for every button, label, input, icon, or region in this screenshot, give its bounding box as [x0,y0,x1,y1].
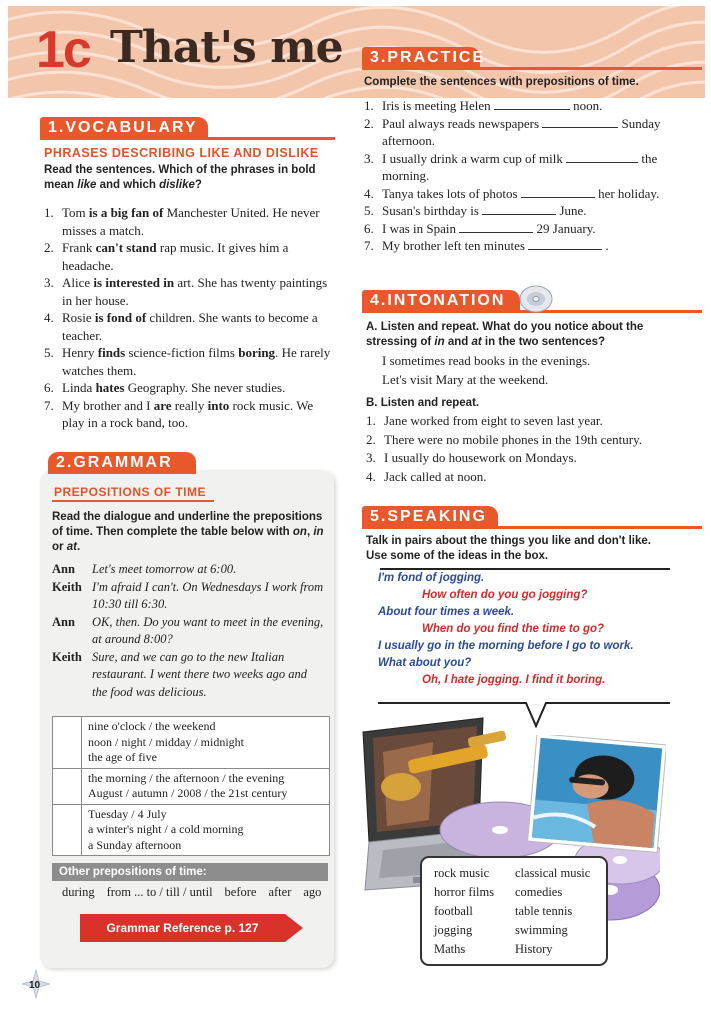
speech-line: Oh, I hate jogging. I find it boring. [422,674,606,686]
text-fragment: Manchester United. He never misses a match. [62,205,320,238]
speech-line: I'm fond of jogging. [378,572,485,584]
speaker-text: Let's meet tomorrow at 6:00. [92,562,237,576]
practice-item [364,115,684,150]
sentence-start: Tanya takes lots of photos [382,185,518,201]
speaker-text: OK, then. Do you want to meet in the evening, at around 8:00? [92,614,324,646]
vocabulary-banner: 1.VOCABULARY [40,117,208,139]
intonation-item [366,449,686,468]
table-cell-line: the morning / the afternoon / the evening [88,770,285,785]
sentence-start: My brother left ten minutes [382,238,525,253]
intonation-sentence: I usually do housework on Mondays. [384,450,577,465]
sentence-start: Susan's birthday is [382,203,479,218]
page-number: 10 [29,980,41,991]
text-fragment: Tom [62,205,89,220]
table-row [53,768,329,804]
answer-blank[interactable] [542,116,618,128]
bold-phrase: hates [95,380,125,395]
vocabulary-subhead: PHRASES DESCRIBING LIKE AND DISLIKE [44,146,319,160]
bold-phrase: boring [238,345,276,360]
answer-cell[interactable] [53,717,82,768]
answer-blank[interactable] [459,221,533,233]
grammar-subhead: PREPOSITIONS OF TIME [54,485,207,499]
audio-cd-icon[interactable] [518,284,554,314]
dialogue-line [52,614,324,649]
intonation-a-instruction: A. Listen and repeat. What do you notice about the stressing of in and at in the two sentences? [366,321,644,348]
grammar-banner: 2.GRAMMAR [48,452,196,474]
practice-list [364,97,684,255]
item-number: 1. [44,205,54,220]
sentence-end: Sunday afternoon. [382,115,661,148]
grammar-reference-arrow-icon [285,914,303,942]
table-cell-line: August / autumn / 2008 / the 21st century [88,786,288,800]
sentence-end: the morning. [382,150,658,183]
table-cell [82,717,250,768]
table-row [53,804,329,856]
table-cell-line: a Sunday afternoon [88,837,182,852]
answer-blank[interactable] [566,151,638,163]
prepositions-table [52,716,330,856]
text-fragment: really [171,397,208,413]
ideas-box [420,856,608,966]
preposition-word: ago [303,885,322,899]
item-number: 4. [44,310,54,325]
item-number: 7. [364,238,374,253]
item-number: 5. [44,345,54,360]
intonation-a-line: Let's visit Mary at the weekend. [382,372,549,387]
idea-item: jogging [434,923,473,937]
item-number: 2. [366,431,376,447]
speech-line: What about you? [378,657,472,669]
intonation-item [366,468,686,487]
dialogue-line [52,561,324,579]
dialogue-line [52,649,324,702]
item-number: 2. [44,240,54,255]
vocabulary-instruction: Read the sentences. Which of the phrases in bold mean like and which dislike? [44,164,316,191]
text-fragment: Alice [62,275,94,290]
text-fragment: Geography. She never studies. [124,380,286,395]
intonation-sentence: There were no mobile phones in the 19th century. [384,431,642,447]
table-cell-line: a winter's night / a cold morning [88,822,244,836]
intonation-item [366,431,686,450]
vocabulary-item [44,274,334,309]
lesson-number: 1c [36,21,90,79]
grammar-dialogue [52,561,324,701]
speech-line: When do you find the time to go? [422,623,605,635]
sentence-end: June. [559,203,587,218]
page-title: That's me [110,22,343,73]
bold-phrase: can't stand [95,240,157,255]
bold-phrase: into [207,397,230,413]
sentence-start: I usually drink a warm cup of milk [382,150,563,166]
answer-cell[interactable] [53,805,82,856]
idea-item: History [515,942,553,956]
idea-item: horror films [434,885,495,899]
vocabulary-rule [40,137,335,140]
item-number: 4. [366,468,376,484]
table-cell-line: Tuesday / 4 July [88,806,167,821]
answer-blank[interactable] [482,203,556,215]
table-cell-line: noon / night / midday / midnight [88,734,244,749]
speaker-name: Ann [52,562,75,576]
intonation-sentence: Jack called at noon. [384,468,487,484]
preposition-word: before [224,885,257,899]
preposition-word: after [268,885,292,899]
idea-item: football [434,904,473,918]
text-fragment: Henry [62,345,98,360]
idea-item: Maths [434,942,466,956]
text-fragment: art. She has twenty paintings in her house. [62,275,328,308]
other-prepositions-heading: Other prepositions of time: [52,863,328,881]
bold-phrase: finds [97,345,126,360]
speaker-text: I'm afraid I can't. On Wednesdays I work from 10:30 till 6:30. [92,579,324,611]
table-cell [82,805,249,856]
idea-item: table tennis [515,904,573,918]
speaking-dialogue [378,570,670,689]
table-row [53,717,329,768]
speaker-name: Keith [52,649,82,664]
text-fragment: children. She wants to become a teacher. [62,310,318,343]
text-fragment: Linda [62,380,96,395]
bold-phrase: is fond of [94,310,147,325]
bold-phrase: are [153,397,172,413]
item-number: 6. [44,380,54,395]
text-fragment: rap music. It gives him a headache. [62,240,289,273]
table-cell-line: the age of five [88,750,157,764]
vocabulary-item [44,204,334,239]
answer-cell[interactable] [53,769,82,804]
vocabulary-item [44,344,334,379]
answer-blank[interactable] [528,238,602,250]
intonation-b-list [366,412,686,486]
bold-phrase: is a big fan of [88,205,164,220]
swimmer-photo [528,735,666,853]
intonation-b-instruction: B. Listen and repeat. [366,397,480,409]
idea-item: comedies [515,885,563,899]
speaker-name: Ann [52,614,75,629]
speaking-banner: 5.SPEAKING [362,506,498,528]
practice-item [364,202,684,220]
idea-item: swimming [515,923,568,937]
practice-banner: 3.PRACTICE [362,47,480,69]
practice-item [364,237,684,255]
sentence-start: I was in Spain [382,220,457,236]
item-number: 1. [364,98,374,113]
practice-rule [362,67,702,70]
text-fragment: . He rarely watches them. [62,345,331,378]
vocabulary-item [44,239,334,274]
practice-item [364,150,684,185]
item-number: 3. [364,150,374,166]
item-number: 7. [44,397,54,413]
intonation-a-line: I sometimes read books in the evenings. [382,353,591,368]
intonation-item [366,412,686,431]
item-number: 2. [364,115,374,131]
practice-item [364,97,684,115]
bold-phrase: is interested in [93,275,175,290]
preposition-word: during [62,885,95,899]
text-fragment: My brother and I [62,397,154,413]
vocabulary-list [44,204,334,432]
ideas-left-column [434,864,494,959]
text-fragment: science-fiction films [125,345,239,360]
answer-blank[interactable] [521,186,595,198]
intonation-sentence: Jane worked from eight to seven last year. [384,413,603,428]
sentence-end: 29 January. [536,220,596,236]
sentence-start: Iris is meeting Helen [382,98,491,113]
item-number: 1. [366,413,376,428]
sentence-start: Paul always reads newspapers [382,115,540,131]
vocabulary-item [44,397,334,432]
grammar-subhead-rule [52,500,214,502]
dialogue-line [52,579,324,614]
grammar-reference-button[interactable]: Grammar Reference p. 127 [80,914,285,942]
speaking-instruction: Talk in pairs about the things you like and don't like. Use some of the ideas in the box. [366,535,651,562]
practice-item [364,185,684,203]
speech-line: About four times a week. [378,606,515,618]
item-number: 3. [366,450,376,465]
text-fragment: rock music. We play in a rock band, too. [62,397,314,430]
speaking-rule [362,526,702,529]
idea-item: classical music [515,866,591,880]
answer-blank[interactable] [494,98,570,110]
table-cell [82,769,293,804]
intonation-banner: 4.INTONATION [362,290,520,312]
speech-line: I usually go in the morning before I go to work. [378,640,634,652]
practice-instruction: Complete the sentences with prepositions of time. [364,76,639,88]
item-number: 6. [364,220,374,236]
item-number: 3. [44,275,54,290]
idea-item: rock music [434,866,490,880]
ideas-right-column [515,864,590,959]
speaker-name: Keith [52,579,82,594]
sentence-end: her holiday. [598,185,660,201]
sentence-end: . [605,238,609,253]
preposition-word: from ... to / till / until [106,885,213,899]
vocabulary-item [44,379,334,397]
sentence-end: noon. [573,98,603,113]
text-fragment: Frank [62,240,96,255]
text-fragment: Rosie [62,310,95,325]
speaker-text: Sure, and we can go to the new Italian restaurant. I went there two weeks ago and the food was delicious. [92,649,308,699]
item-number: 4. [364,185,374,201]
grammar-instruction: Read the dialogue and underline the prepositions of time. Then complete the table below with on, in or at. [52,511,324,553]
other-prepositions-list [62,885,333,900]
speech-line: How often do you go jogging? [422,589,588,601]
vocabulary-item [44,309,334,344]
table-cell-line: nine o'clock / the weekend [88,719,216,733]
intonation-a-lines [382,351,590,389]
item-number: 5. [364,203,374,218]
practice-item [364,220,684,238]
